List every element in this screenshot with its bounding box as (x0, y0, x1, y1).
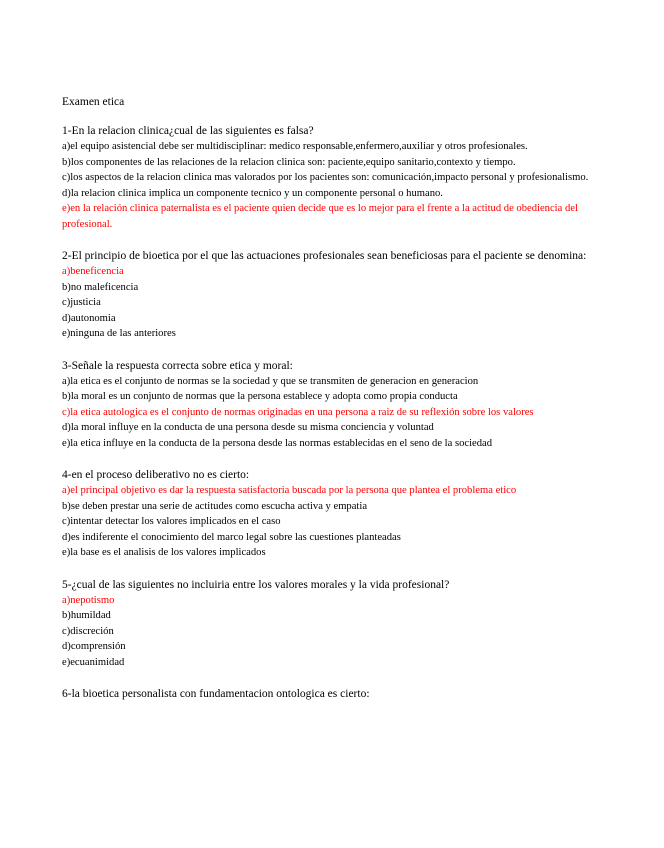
answer-option: c)intentar detectar los valores implicados en el caso (62, 516, 281, 527)
answer-option-correct: a)el principal objetivo es dar la respuesta satisfactoria buscada por la persona que plantea el problema etico (62, 485, 517, 496)
answer-option: d)autonomia (62, 312, 116, 324)
question-block (62, 359, 594, 452)
answer-option: c)los aspectos de la relacion clinica mas valorados por los pacientes son: comunicación,impacto personal y profesionalismo. (62, 172, 589, 183)
question-text: 4-en el proceso deliberativo no es cierto: (62, 469, 250, 481)
answer-option: b)los componentes de las relaciones de la relacion clinica son: paciente,equipo sanitario,contexto y tiempo. (62, 156, 516, 168)
answer-option: d)comprensión (62, 641, 126, 652)
answer-option: e)ecuanimidad (62, 656, 125, 668)
question-text: 1-En la relacion clinica¿cual de las siguientes es falsa? (62, 125, 314, 137)
question-block (62, 124, 594, 232)
answer-option: c)justicia (62, 297, 101, 308)
answer-option-correct: c)la etica autologica es el conjunto de normas originadas en una persona a raiz de su reflexión sobre los valores (62, 406, 534, 418)
answer-option: b)la moral es un conjunto de normas que la persona establece y adopta como propia conducta (62, 391, 458, 402)
answer-option: b)humildad (62, 610, 111, 621)
answer-option-correct: e)en la relación clinica paternalista es el paciente quien decide que es lo mejor para el frente a la actitud de obediencia del profesional. (62, 203, 578, 230)
question-block (62, 468, 594, 561)
question-text: 6-la bioetica personalista con fundamentacion ontologica es cierto: (62, 688, 370, 700)
question-list (62, 124, 594, 702)
answer-option: d)la moral influye en la conducta de una persona desde su misma conciencia y voluntad (62, 422, 434, 433)
answer-option: b)se deben prestar una serie de actitudes como escucha activa y empatia (62, 500, 368, 512)
exam-document (62, 95, 594, 719)
answer-option: c)discreción (62, 625, 114, 637)
question-text: 5-¿cual de las siguientes no incluiria entre los valores morales y la vida profesional? (62, 578, 450, 591)
answer-option-correct: a)beneficencia (62, 266, 124, 277)
question-block (62, 687, 594, 702)
answer-option: e)la base es el analisis de los valores implicados (62, 547, 266, 558)
answer-option: a)el equipo asistencial debe ser multidisciplinar: medico responsable,enfermero,auxiliar y otros profesionales. (62, 141, 528, 152)
answer-option: e)ninguna de las anteriores (62, 328, 176, 339)
question-text: 3-Señale la respuesta correcta sobre etica y moral: (62, 359, 293, 372)
question-block (62, 578, 594, 671)
answer-option: a)la etica es el conjunto de normas se la sociedad y que se transmiten de generacion en generacion (62, 375, 479, 387)
answer-option: b)no maleficencia (62, 281, 139, 293)
question-block (62, 249, 594, 342)
question-text: 2-El principio de bioetica por el que las actuaciones profesionales sean beneficiosas para el paciente se denomina: (62, 250, 587, 262)
answer-option: e)la etica influye en la conducta de la persona desde las normas establecidas en el seno de la sociedad (62, 437, 493, 449)
answer-option: d)es indiferente el conocimiento del marco legal sobre las cuestiones planteadas (62, 531, 401, 543)
answer-option-correct: a)nepotismo (62, 594, 115, 606)
answer-option: d)la relacion clinica implica un componente tecnico y un componente personal o humano. (62, 187, 443, 199)
document-title: Examen etica (62, 96, 125, 108)
